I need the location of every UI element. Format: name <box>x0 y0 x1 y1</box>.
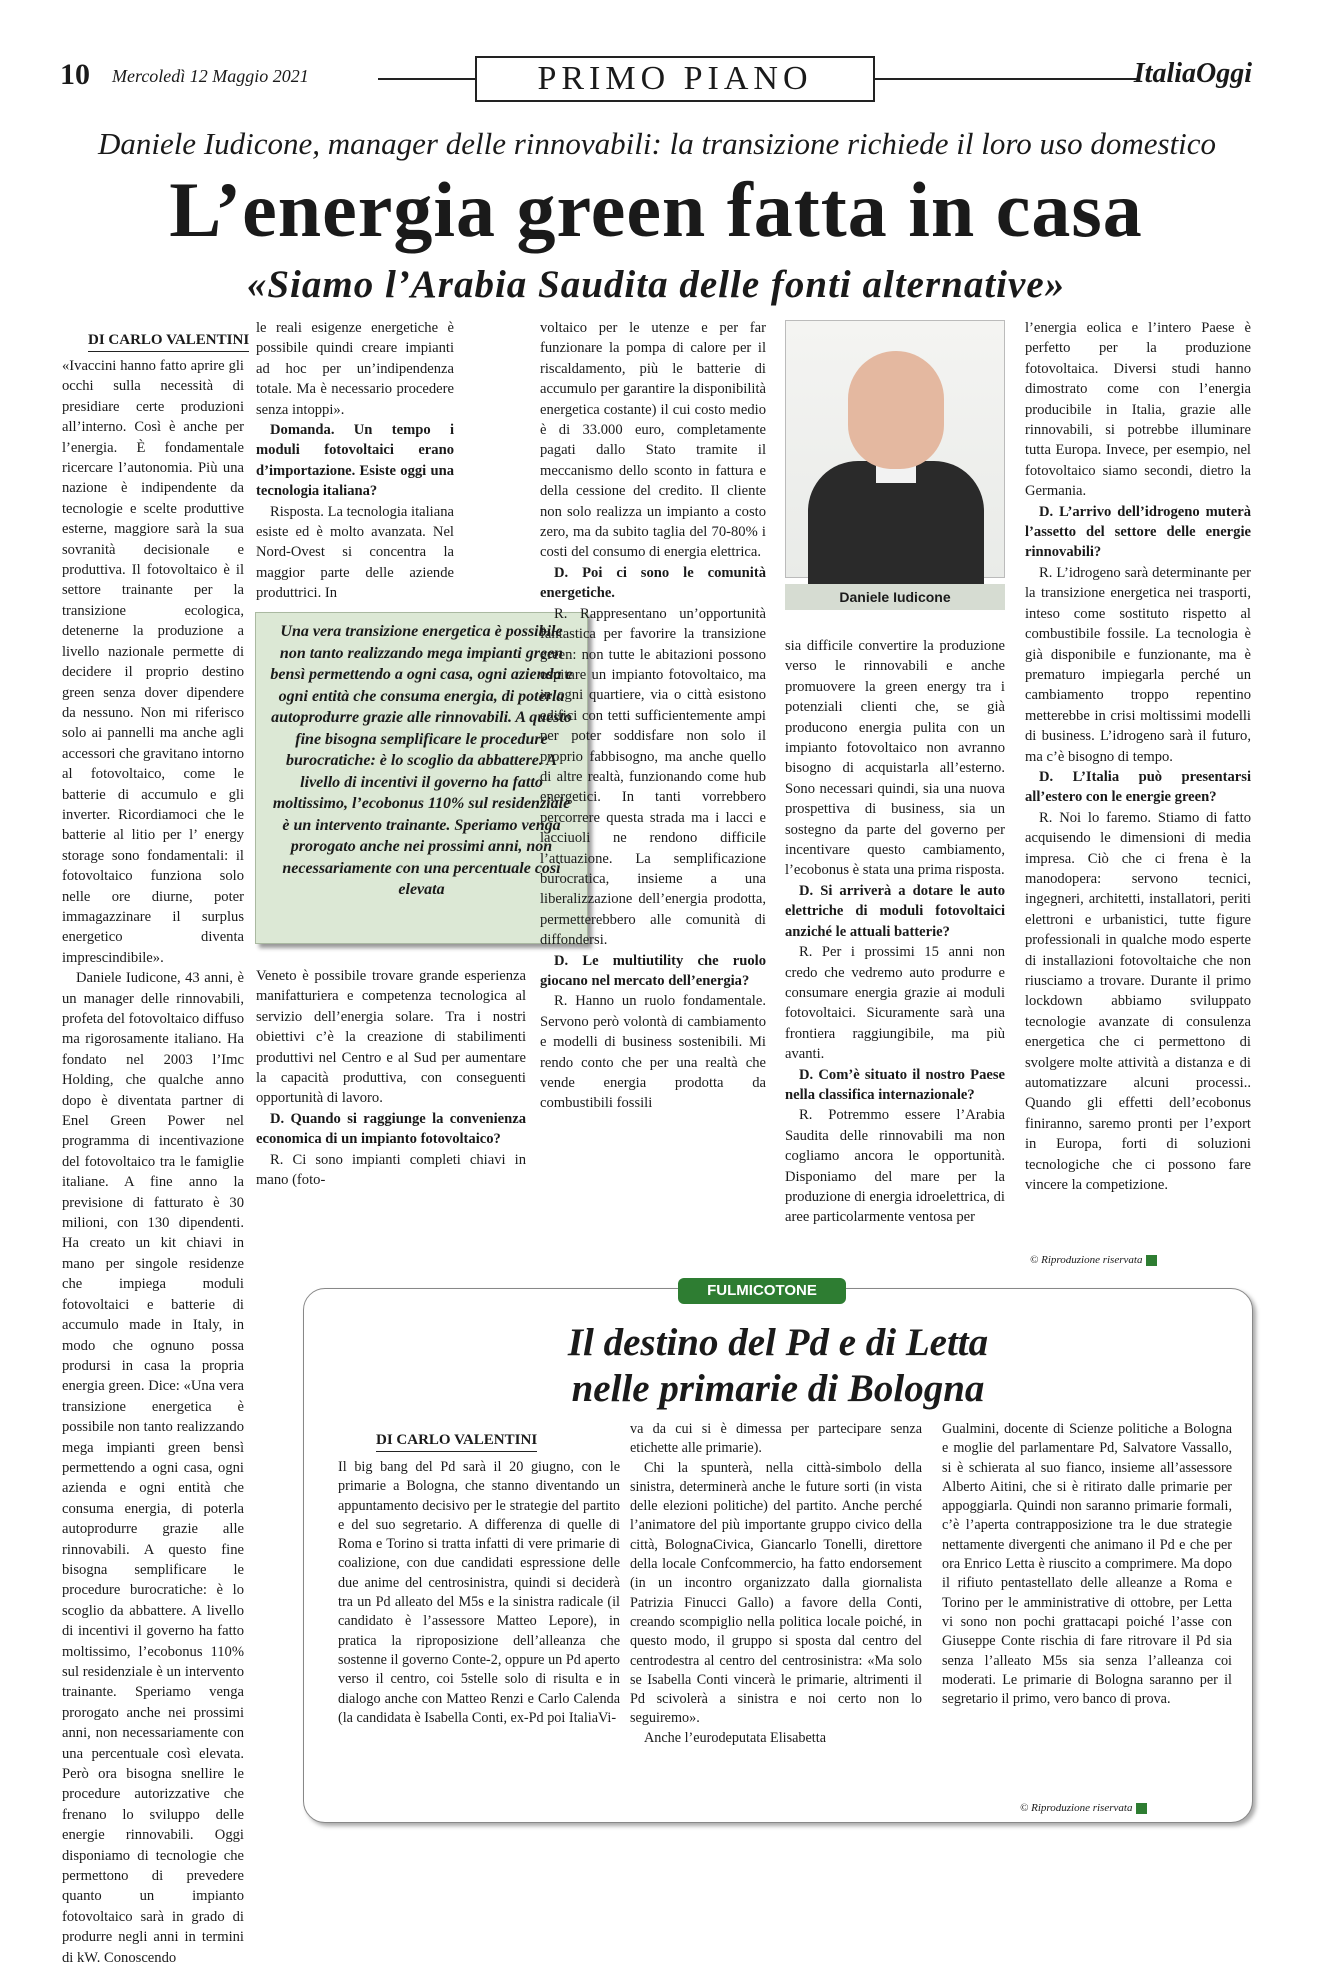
interview-question: D. Le multiutility che ruolo giocano nel mercato dell’energia? <box>540 952 766 989</box>
photo-caption: Daniele Iudicone <box>785 584 1005 610</box>
section-label: PRIMO PIANO <box>475 56 875 102</box>
publication-logo: ItaliaOggi <box>1133 58 1252 89</box>
interview-question: D. L’Italia può presentarsi all’estero con le energie green? <box>1025 768 1251 806</box>
sidebar-tag: FULMICOTONE <box>678 1278 846 1304</box>
article-paragraph: Daniele Iudicone, 43 anni, è un manager delle rinnovabili, profeta del fotovoltaico diffuso ma rigorosamente italiano. Ha fondato nel 2003 l’Imc Holding, che qualche anno dopo è diventata partner di Enel Green Power nel programma di incentivazione del fotovoltaico tra le famiglie italiane. A fine anno la previsione di fatturato è 30 milioni, con 130 dipendenti. Ha creato un kit chiavi in mano per singole residenze che impiega moduli fotovoltaici e batterie di accumulo made in Italy, in modo che ognuno possa prodursi in casa la propria energia green. Dice: «Una vera transizione energetica è possibile non tanto realizzando mega impianti green bensì permettendo a ogni casa, ogni azienda e ogni entità che consuma energia, di poterla autoprodurre grazie alle rinnovabili. A questo fine bisogna semplificare le procedure burocratiche: è lo scoglio da abbattere. A livello di incentivi il governo ha fatto moltissimo, l’ecobonus 110% sul residenziale è un intervento trainante. Speriamo venga prorogato anche nei prossimi anni, non necessariamente con una percentuale così elevata. Però ora bisogna snellire le procedure autorizzative che frenano lo sviluppo delle energie rinnovabili. Oggi disponiamo di tecnologie che permettono di prevedere quanto un impianto fotovoltaico sarà in grado di produrre negli anni in termini di kW. Conoscendo <box>62 970 244 1966</box>
sidebar-title: Il destino del Pd e di Letta nelle primarie di Bologna <box>567 1321 989 1410</box>
sidebar-byline: DI CARLO VALENTINI <box>376 1432 537 1452</box>
article-paragraph: «Ivaccini hanno fatto aprire gli occhi sulla necessità di presidiare certe produzioni all’interno. Così è anche per l’energia. È fondamentale ricercare l’autonomia. Più una nazione è indipendente da tecnologie e scelte produttive esterne, maggiore sarà la sua sovranità decisionale e produttiva. Il fotovoltaico è il settore trainante per la transizione ecologica, detenerne la produzione a livello nazionale permette di decidere il proprio destino green senza dover dipendere da nessuno. Non mi riferisco solo ai pannelli ma anche agli accessori che gravitano intorno al fotovoltaico, come le batterie di accumulo e gli inverter. Ricordiamoci che le batterie al litio per l’ energy storage sono fondamentali: il fotovoltaico funziona solo nelle ore diurne, poter immagazzinare il surplus energetico diventa imprescindibile». <box>62 358 244 966</box>
article-paragraph: le reali esigenze energetiche è possibile quindi creare impianti ad hoc per un’indipendenza totale. Ma è necessario procedere senza intoppi». <box>256 320 454 418</box>
interview-answer: R. Hanno un ruolo fondamentale. Servono però volontà di cambiamento e modelli di business sostenibili. Mi rendo conto che per una realtà che vende energia prodotta da combustibili fossili <box>540 993 766 1112</box>
interview-answer: Risposta. La tecnologia italiana esiste ed è molto avanzata. Nel Nord-Ovest si concentra la maggior parte delle aziende produttrici. In <box>256 503 454 602</box>
portrait-photo <box>785 320 1005 578</box>
sidebar-column-3 <box>942 1420 1232 1798</box>
article-paragraph: Il big bang del Pd sarà il 20 giugno, con le primarie a Bologna, che stanno diventando un appuntamento decisivo per le strategie del partito e del suo segretario. A differenza di quelle di Roma e Torino si tratta infatti di vere primarie di coalizione, con due candidati espressione delle due anime del centrosinistra, quindi si deciderà tra un Pd alleato del M5s e la sinistra radicale (il candidato è l’assessore Matteo Lepore), in pratica la riproposizione dell’alleanza che sostenne il governo Conte-2, oppure un Pd aperto verso il centro, coi 5stelle solo di risulta e in dialogo anche con Matteo Renzi e Carlo Calenda (la candidata è Isabella Conti, ex-Pd poi ItaliaVi- <box>338 1459 620 1726</box>
article-column-3 <box>540 318 766 1268</box>
article-subhead: «Siamo l’Arabia Saudita delle fonti alternative» <box>246 263 1066 306</box>
interview-answer: R. L’idrogeno sarà determinante per la transizione energetica nei trasporti, inteso come sostituto rispetto al combustibile fossile. La tecnologia è già disponibile e funzionante, ma è prematuro impiegarla perché un cambiamento troppo repentino metterebbe in crisi moltissimi modelli di business. L’idrogeno sarà il futuro, ma c’è bisogno di tempo. <box>1025 564 1251 765</box>
end-mark-icon <box>1136 1803 1147 1814</box>
sidebar-column-2 <box>630 1420 922 1788</box>
pull-quote: Una vera transizione energetica è possibile non tanto realizzando mega impianti green bensì permettendo a ogni casa, ogni azienda e ogni entità che consuma energia, di poterla autoprodurre grazie alle rinnovabili. A questo fine bisogna semplificare le procedure burocratiche: è lo scoglio da abbattere. A livello di incentivi il governo ha fatto moltissimo, l’ecobonus 110% sul residenziale è un intervento trainante. Speriamo venga prorogato anche nei prossimi anni, non necessariamente con una percentuale così elevata <box>255 612 588 944</box>
interview-answer: R. Potremmo essere l’Arabia Saudita delle rinnovabili ma non cogliamo ancora le opportunità. Disponiamo del mare per la produzione di energia idroelettrica, di aree particolarmente ventosa per <box>785 1107 1005 1226</box>
article-paragraph: l’energia eolica e l’intero Paese è perfetto per la produzione fotovoltaica. Diversi studi hanno dimostrato come con l’energia producibile in Italia, grazie alle rinnovabili, si potrebbe illuminare tutta Europa. Invece, per esempio, nel fotovoltaico siamo secondi, dietro la Germania. <box>1025 320 1251 500</box>
rights-notice: © Riproduzione riservata <box>1030 1254 1157 1266</box>
article-column-2-top <box>256 318 454 608</box>
interview-answer: R. Noi lo faremo. Stiamo di fatto acquisendo le dimensioni di media impresa. Ciò che ci frena è la manodopera: servono tecnici, ingegneri, architetti, installatori, periti elettroni e urbanistici, tutte figure professionali in qualche modo esperte di installazioni fotovoltaiche che non riusciamo a trovare. Durante il primo lockdown abbiamo sviluppato tecnologie avanzate di consulenza energetica che ci permettono di svolgere molte attività a distanza e di automatizzare alcuni processi.. Quando gli effetti dell’ecobonus finiranno, saremo pronti per l’export in Europa, forti di soluzioni tecnologiche che ci possono fare vincere la competizione. <box>1025 809 1251 1194</box>
sidebar-column-1 <box>338 1458 620 1788</box>
interview-question: D. Si arriverà a dotare le auto elettriche di moduli fotovoltaici anziché le attuali batterie? <box>785 882 1005 940</box>
article-column-5 <box>1025 318 1251 1248</box>
interview-answer: R. Ci sono impianti completi chiavi in mano (foto- <box>256 1151 526 1189</box>
article-paragraph: Anche l’eurodeputata Elisabetta <box>644 1729 826 1746</box>
interview-question: D. Com’è situato il nostro Paese nella classifica internazionale? <box>785 1066 1005 1103</box>
interview-question: D. L’arrivo dell’idrogeno muterà l’assetto del settore delle energie rinnovabili? <box>1025 503 1251 561</box>
end-mark-icon <box>1146 1255 1157 1266</box>
page-number: 10 <box>60 58 90 91</box>
interview-answer: R. Rappresentano un’opportunità fantastica per favorire la transizione green: non tutte le abitazioni possono ospitare un impianto fotovoltaico, ma in ogni quartiere, via o città esistono edifici con tetti sufficientemente ampi per poter soddisfare non solo il proprio fabbisogno, ma anche quello di altre realtà, funzionando come hub energetici. In tanti vorrebbero percorrere questa strada ma i lacci e lacciuoli ne rendono difficile l’attuazione. La semplificazione burocratica, insieme a una liberalizzazione dell’energia prodotta, permetterebbero alle comunità di diffondersi. <box>540 605 766 949</box>
article-paragraph: Chi la spunterà, nella città-simbolo della sinistra, determinerà anche le future sorti (in vista delle elezioni politiche) del partito. Anche perché l’animatore del più importante gruppo civico della città, BolognaCivica, Giancarlo Tonelli, direttore della locale Confcommercio, ha fatto endorsement (in un incontro organizzato dalla giornalista Patrizia Finucci Gallo) a favore della Conti, creando scompiglio nella politica locale poiché, in questo modo, il gruppo si sposta dal centro del centrodestra al centro del centrosinistra: «Ma solo se Isabella Conti vincerà le primarie, altrimenti il Pd scivolerà a sinistra e noi certo non lo seguiremo». <box>630 1459 922 1727</box>
header-rule-left <box>378 78 475 80</box>
article-paragraph: Veneto è possibile trovare grande esperienza manifatturiera e competenza tecnologica al servizio dell’energia solare. Tra i nostri obiettivi c’è la creazione di stabilimenti produttivi nel Centro e al Sud per aumentare la capacità produttiva, con conseguenti opportunità di lavoro. <box>256 968 526 1107</box>
article-paragraph: va da cui si è dimessa per partecipare senza etichette alle primarie). <box>630 1421 922 1457</box>
interview-question: D. Quando si raggiunge la convenienza economica di un impianto fotovoltaico? <box>256 1110 526 1148</box>
interview-question: Domanda. Un tempo i moduli fotovoltaici erano d’importazione. Esiste oggi una tecnologia italiana? <box>256 422 454 500</box>
sidebar-rights-notice: © Riproduzione riservata <box>1020 1802 1147 1814</box>
article-paragraph: Gualmini, docente di Scienze politiche a Bologna e moglie del parlamentare Pd, Salvatore Vassallo, si è schierata al suo fianco, insieme all’assessore Alberto Aitini, che si è ritirato dalle primarie per appoggiarla. Quindi non saranno primarie formali, c’è l’aperta contrapposizione tra le due strategie nettamente divergenti che animano il Pd e che per ora Enrico Letta è riuscito a comprimere. Ma dopo il rifiuto pentastellato delle alleanze a Roma e Torino per le amministrative di ottobre, per Letta vi sono non pochi grattacapi poiché l’asse con Giuseppe Conte rischia di fare ritrovare il Pd sia senza l’alleato M5s sia senza l’alleanza coi moderati. Le primarie di Bologna saranno per il segretario il primo, vero banco di prova. <box>942 1421 1232 1708</box>
header-rule-right <box>875 78 1140 80</box>
article-kicker: Daniele Iudicone, manager delle rinnovabili: la transizione richiede il loro uso domestico <box>97 126 1217 161</box>
article-paragraph: sia difficile convertire la produzione verso le rinnovabili e anche promuovere la green energy tra i potenziali clienti che, se già producono energia pulita con un impianto fotovoltaico non avranno bisogno di acquistarla all’esterno. Sono necessari quindi, sia una nuova prospettiva di business, sia un sostegno da parte del governo per incentivare questo cambiamento, l’ecobonus è stata una prima risposta. <box>785 638 1005 879</box>
issue-date: Mercoledì 12 Maggio 2021 <box>112 66 309 86</box>
article-headline: L’energia green fatta in casa <box>169 166 1143 253</box>
interview-question: D. Poi ci sono le comunità energetiche. <box>540 564 766 602</box>
article-paragraph: voltaico per le utenze e per far funzionare la pompa di calore per il riscaldamento, più le batterie di accumulo per garantire la disponibilità energetica costante) il cui costo medio è di 33.000 euro, completamente pagati dallo Stato tramite il meccanismo dello sconto in fattura e della cessione del credito. Il cliente non solo realizza un impianto a costo zero, ma da subito taglia del 70-80% i costi del consumo di energia elettrica. <box>540 320 766 561</box>
article-column-1 <box>62 356 244 1966</box>
page-header <box>60 56 1252 102</box>
interview-answer: R. Per i prossimi 15 anni non credo che vedremo auto produrre e consumare energia grazie ai moduli fotovoltaici. Sicuramente sarà una frontiera raggiungibile, ma più avanti. <box>785 944 1005 1063</box>
article-byline: DI CARLO VALENTINI <box>88 332 249 352</box>
article-column-4 <box>785 636 1005 1268</box>
article-column-2-bottom <box>256 966 526 1268</box>
